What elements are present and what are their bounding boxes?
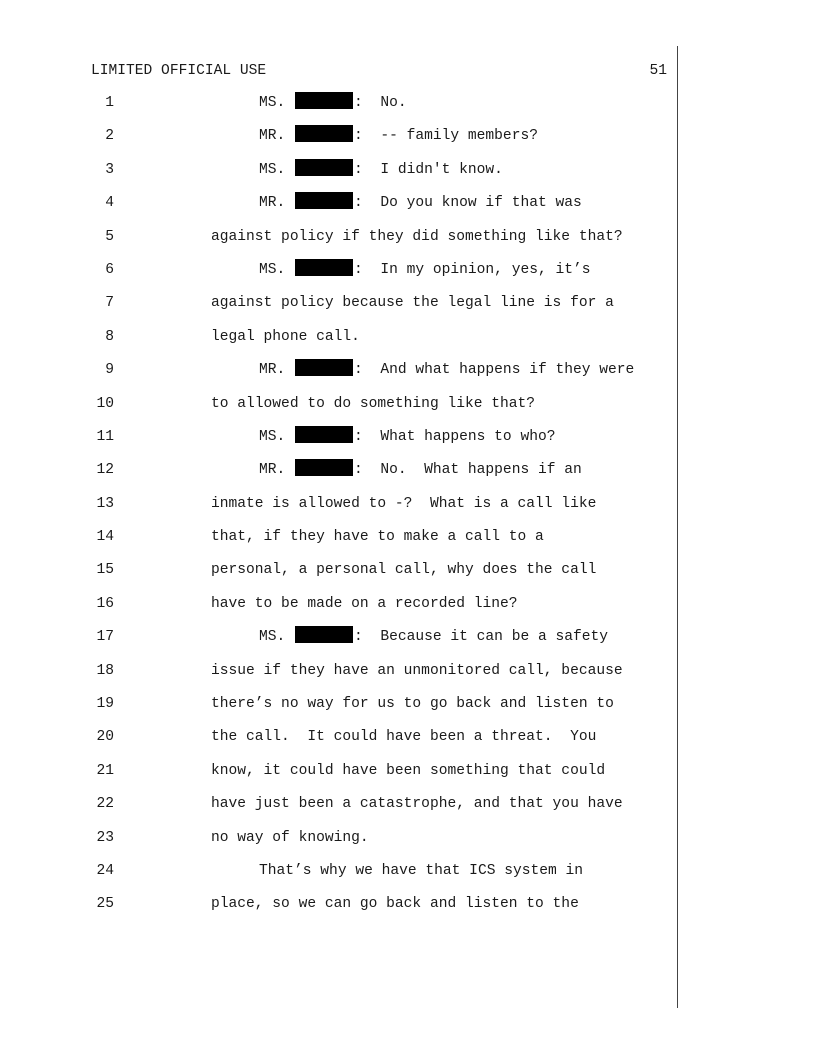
speaker-title: MR. bbox=[259, 362, 286, 379]
speaker-title: MR. bbox=[259, 462, 286, 479]
line-number: 17 bbox=[96, 629, 114, 646]
speaker-title: MR. bbox=[259, 128, 286, 145]
line-number: 8 bbox=[105, 328, 114, 345]
line-text: MS. : I didn't know. bbox=[259, 158, 503, 182]
spoken-text: -- family members? bbox=[380, 128, 538, 145]
line-text: have to be made on a recorded line? bbox=[211, 595, 518, 612]
line-number: 1 bbox=[105, 95, 114, 111]
speaker-title: MS. bbox=[259, 261, 286, 278]
transcript-line bbox=[0, 258, 816, 291]
line-number: 13 bbox=[96, 495, 114, 512]
spoken-text: And what happens if they were bbox=[380, 362, 635, 379]
redaction-box bbox=[295, 92, 353, 109]
transcript-line bbox=[0, 191, 816, 224]
speaker-title: MS. bbox=[259, 161, 286, 178]
transcript-line bbox=[0, 358, 816, 391]
line-number: 2 bbox=[105, 128, 114, 145]
transcript-line bbox=[0, 91, 816, 124]
line-number: 11 bbox=[96, 428, 114, 445]
spoken-text: In my opinion, yes, it’s bbox=[380, 261, 591, 278]
speaker-title: MR. bbox=[259, 195, 286, 212]
line-number: 5 bbox=[105, 228, 114, 245]
line-number: 14 bbox=[96, 529, 114, 546]
transcript-line bbox=[0, 525, 816, 558]
spoken-text: I didn't know. bbox=[380, 161, 503, 178]
line-number: 7 bbox=[105, 295, 114, 312]
redaction-box bbox=[295, 125, 353, 142]
spoken-text: No. What happens if an bbox=[380, 462, 582, 479]
line-text: MS. : Because it can be a safety bbox=[259, 625, 608, 649]
transcript-line bbox=[0, 725, 816, 758]
line-number: 10 bbox=[96, 395, 114, 412]
line-text: the call. It could have been a threat. You bbox=[211, 729, 597, 746]
line-text: MR. : Do you know if that was bbox=[259, 191, 582, 215]
line-number: 22 bbox=[96, 796, 114, 813]
line-number: 16 bbox=[96, 595, 114, 612]
transcript-line bbox=[0, 158, 816, 191]
transcript-line bbox=[0, 425, 816, 458]
redaction-box bbox=[295, 459, 353, 476]
line-number: 18 bbox=[96, 662, 114, 679]
line-text: MR. : -- family members? bbox=[259, 124, 538, 148]
line-number: 24 bbox=[96, 862, 114, 879]
spoken-text: Do you know if that was bbox=[380, 195, 582, 212]
redaction-box bbox=[295, 259, 353, 276]
spoken-text: What happens to who? bbox=[380, 428, 556, 445]
redaction-box bbox=[295, 426, 353, 443]
line-number: 6 bbox=[105, 261, 114, 278]
transcript-line bbox=[0, 558, 816, 591]
line-number: 23 bbox=[96, 829, 114, 846]
line-text: inmate is allowed to -? What is a call like bbox=[211, 495, 597, 512]
transcript-line bbox=[0, 592, 816, 625]
redaction-box bbox=[295, 159, 353, 176]
line-text: MS. : No. bbox=[259, 91, 407, 115]
redaction-box bbox=[295, 626, 353, 643]
line-text: against policy because the legal line is for a bbox=[211, 295, 614, 312]
line-text: That’s why we have that ICS system in bbox=[259, 862, 584, 879]
transcript-line bbox=[0, 392, 816, 425]
redaction-box bbox=[295, 359, 353, 376]
transcript-line bbox=[0, 325, 816, 358]
line-number: 15 bbox=[96, 562, 114, 579]
line-text: there’s no way for us to go back and listen to bbox=[211, 696, 614, 713]
line-number: 25 bbox=[96, 896, 114, 913]
line-number: 9 bbox=[105, 362, 114, 379]
line-text: issue if they have an unmonitored call, because bbox=[211, 662, 623, 679]
line-text: MR. : No. What happens if an bbox=[259, 458, 582, 482]
transcript-line bbox=[0, 225, 816, 258]
transcript-line bbox=[0, 859, 816, 892]
line-number: 21 bbox=[96, 762, 114, 779]
line-number: 12 bbox=[96, 462, 114, 479]
speaker-title: MS. bbox=[259, 428, 286, 445]
spoken-text: Because it can be a safety bbox=[380, 629, 609, 646]
line-text: place, so we can go back and listen to the bbox=[211, 896, 579, 913]
transcript-line bbox=[0, 625, 816, 658]
transcript-body bbox=[0, 91, 816, 926]
transcript-line bbox=[0, 826, 816, 859]
line-text: no way of knowing. bbox=[211, 829, 369, 846]
line-text: legal phone call. bbox=[211, 328, 360, 345]
line-number: 19 bbox=[96, 696, 114, 713]
line-text: know, it could have been something that could bbox=[211, 762, 606, 779]
line-text: MS. : What happens to who? bbox=[259, 425, 555, 449]
transcript-line bbox=[0, 124, 816, 157]
transcript-line bbox=[0, 659, 816, 692]
transcript-line bbox=[0, 792, 816, 825]
line-text: that, if they have to make a call to a bbox=[211, 529, 544, 546]
classification-marking: LIMITED OFFICIAL USE bbox=[91, 63, 267, 79]
transcript-line bbox=[0, 291, 816, 324]
transcript-line bbox=[0, 492, 816, 525]
line-text: MR. : And what happens if they were bbox=[259, 358, 634, 382]
line-text: have just been a catastrophe, and that you have bbox=[211, 796, 623, 813]
speaker-title: MS. bbox=[259, 95, 286, 111]
line-number: 4 bbox=[105, 195, 114, 212]
transcript-line bbox=[0, 692, 816, 725]
spoken-text: No. bbox=[380, 95, 407, 111]
line-number: 20 bbox=[96, 729, 114, 746]
transcript-line bbox=[0, 458, 816, 491]
page-header bbox=[91, 61, 667, 81]
line-text: MS. : In my opinion, yes, it’s bbox=[259, 258, 591, 282]
line-text: to allowed to do something like that? bbox=[211, 395, 536, 412]
transcript-line bbox=[0, 759, 816, 792]
page-number: 51 bbox=[649, 63, 667, 79]
line-text: against policy if they did something like that? bbox=[211, 228, 623, 245]
line-number: 3 bbox=[105, 161, 114, 178]
redaction-box bbox=[295, 192, 353, 209]
speaker-title: MS. bbox=[259, 629, 286, 646]
transcript-line bbox=[0, 892, 816, 925]
line-text: personal, a personal call, why does the call bbox=[211, 562, 597, 579]
